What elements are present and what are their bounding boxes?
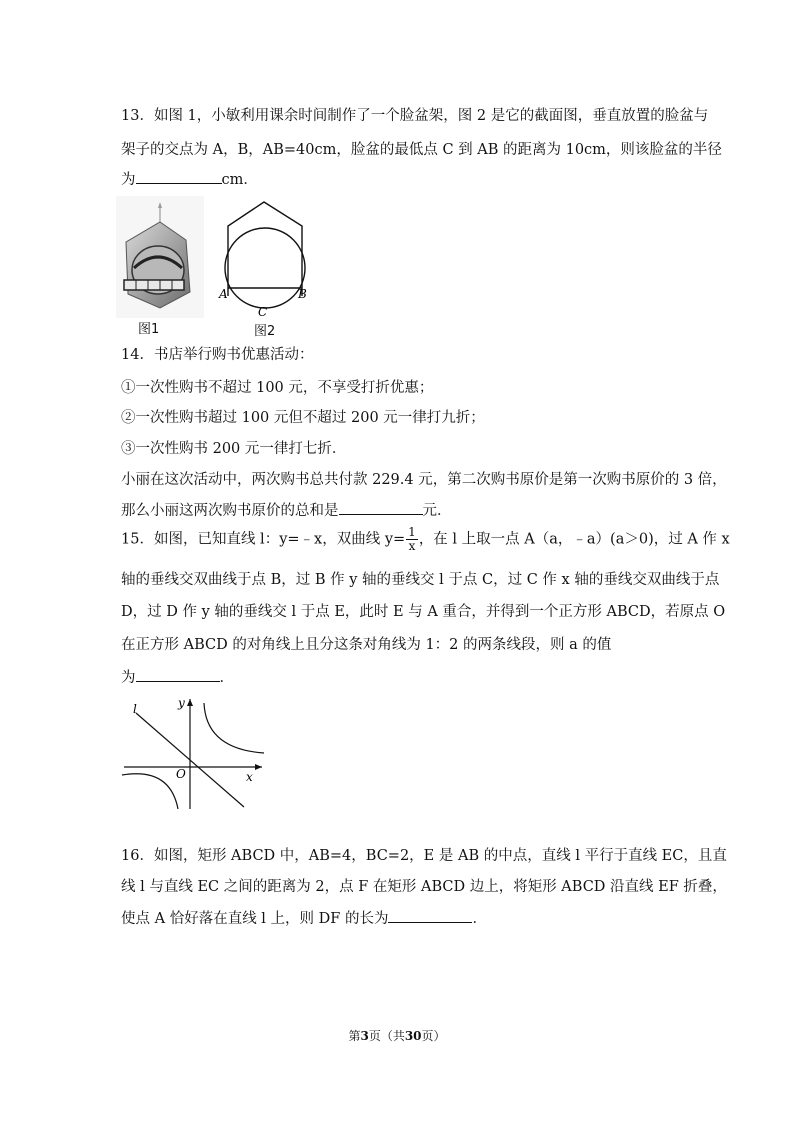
q14-line6-prefix: 那么小丽这两次购书原价的总和是 [121, 503, 339, 519]
q15-line5-suffix: ． [219, 670, 234, 686]
q13-label-a: A [219, 287, 228, 301]
q13-figure2-caption: 图2 [254, 324, 276, 339]
q13-label-c: C [258, 305, 268, 319]
q15-fraction-denominator: x [408, 539, 416, 553]
footer-total-pages: 30 [404, 1029, 422, 1043]
q15-line5-prefix: 为 [121, 670, 136, 686]
q16-line1: 16．如图，矩形 ABCD 中，AB=4，BC=2，E 是 AB 的中点，直线 l 平行于直线 EC，且直 [121, 848, 727, 864]
q13-label-b: B [298, 287, 307, 301]
q15-x-axis-arrow [255, 764, 262, 770]
q15-answer-blank [136, 667, 220, 682]
q15-line4: 在正方形 ABCD 的对角线上且分这条对角线为 1：2 的两条线段，则 a 的值 [121, 637, 612, 653]
q15-label-o: O [176, 767, 186, 781]
q15-line1-prefix: 15．如图，已知直线 l：y=﹣x，双曲线 y= [121, 531, 406, 548]
q15-hyperbola-branch-q1 [204, 703, 264, 753]
q13-line3-prefix: 为 [121, 172, 136, 188]
footer-page-number: 3 [360, 1029, 369, 1043]
q15-fraction-numerator: 1 [408, 525, 416, 539]
q13-figure1-caption: 图1 [138, 322, 160, 337]
page-footer [0, 1027, 794, 1044]
q13-line3 [121, 168, 258, 189]
q15-label-l: l [133, 702, 137, 716]
q15-label-x: x [246, 770, 253, 784]
q16-line3 [121, 907, 487, 928]
q13-figure2-diagram [216, 196, 316, 320]
q14-answer-blank [339, 500, 423, 515]
footer-suffix: 页） [421, 1029, 446, 1043]
q15-hyperbola-branch-q3 [122, 774, 178, 809]
q15-line1-suffix: ，在 l 上取一点 A（a，﹣a）(a＞0)，过 A 作 x [418, 531, 730, 548]
q14-item2: ②一次性购书超过 100 元但不超过 200 元一律打九折； [121, 410, 485, 426]
q15-label-y: y [178, 696, 185, 710]
q15-y-axis-arrow [187, 699, 193, 706]
q13-line3-suffix: cm． [221, 172, 258, 188]
q15-graph [116, 693, 272, 811]
q14-line5: 小丽在这次活动中，两次购书总共付款 229.4 元，第二次购书原价是第一次购书原价的 3 倍， [121, 472, 727, 488]
q13-figure1-photo [116, 196, 204, 318]
q16-line3-suffix: ． [472, 911, 487, 927]
q13-rack-frame [228, 202, 302, 296]
q15-fraction [406, 526, 418, 553]
q13-line2: 架子的交点为 A，B，AB=40cm，脸盆的最低点 C 到 AB 的距离为 10cm，则该脸盆的半径 [121, 142, 722, 158]
q13-line1: 13．如图 1，小敏利用课余时间制作了一个脸盆架，图 2 是它的截面图，垂直放置的脸盆与 [121, 108, 709, 124]
q15-line1 [121, 526, 730, 553]
q15-line5 [121, 666, 234, 687]
q13-answer-blank [136, 169, 222, 184]
q15-line3: D，过 D 作 y 轴的垂线交 l 于点 E，此时 E 与 A 重合，并得到一个正方形 ABCD，若原点 O [121, 604, 726, 620]
q16-line3-prefix: 使点 A 恰好落在直线 l 上，则 DF 的长为 [121, 911, 389, 927]
q15-line2: 轴的垂线交双曲线于点 B，过 B 作 y 轴的垂线交 l 于点 C，过 C 作 x 轴的垂线交双曲线于点 [121, 572, 720, 588]
footer-prefix: 第 [348, 1029, 361, 1043]
q16-line2: 线 l 与直线 EC 之间的距离为 2，点 F 在矩形 ABCD 边上，将矩形 ABCD 沿直线 EF 折叠， [121, 879, 727, 895]
q14-line6 [121, 499, 452, 520]
q14-item3: ③一次性购书 200 元一律打七折． [121, 441, 347, 457]
q14-line1: 14．书店举行购书优惠活动： [121, 347, 314, 363]
q14-item1: ①一次性购书不超过 100 元，不享受打折优惠； [121, 380, 434, 396]
footer-middle: 页（共 [368, 1029, 405, 1043]
q16-answer-blank [388, 908, 472, 923]
q13-basin-circle [225, 228, 305, 308]
q14-line6-suffix: 元． [422, 503, 452, 519]
